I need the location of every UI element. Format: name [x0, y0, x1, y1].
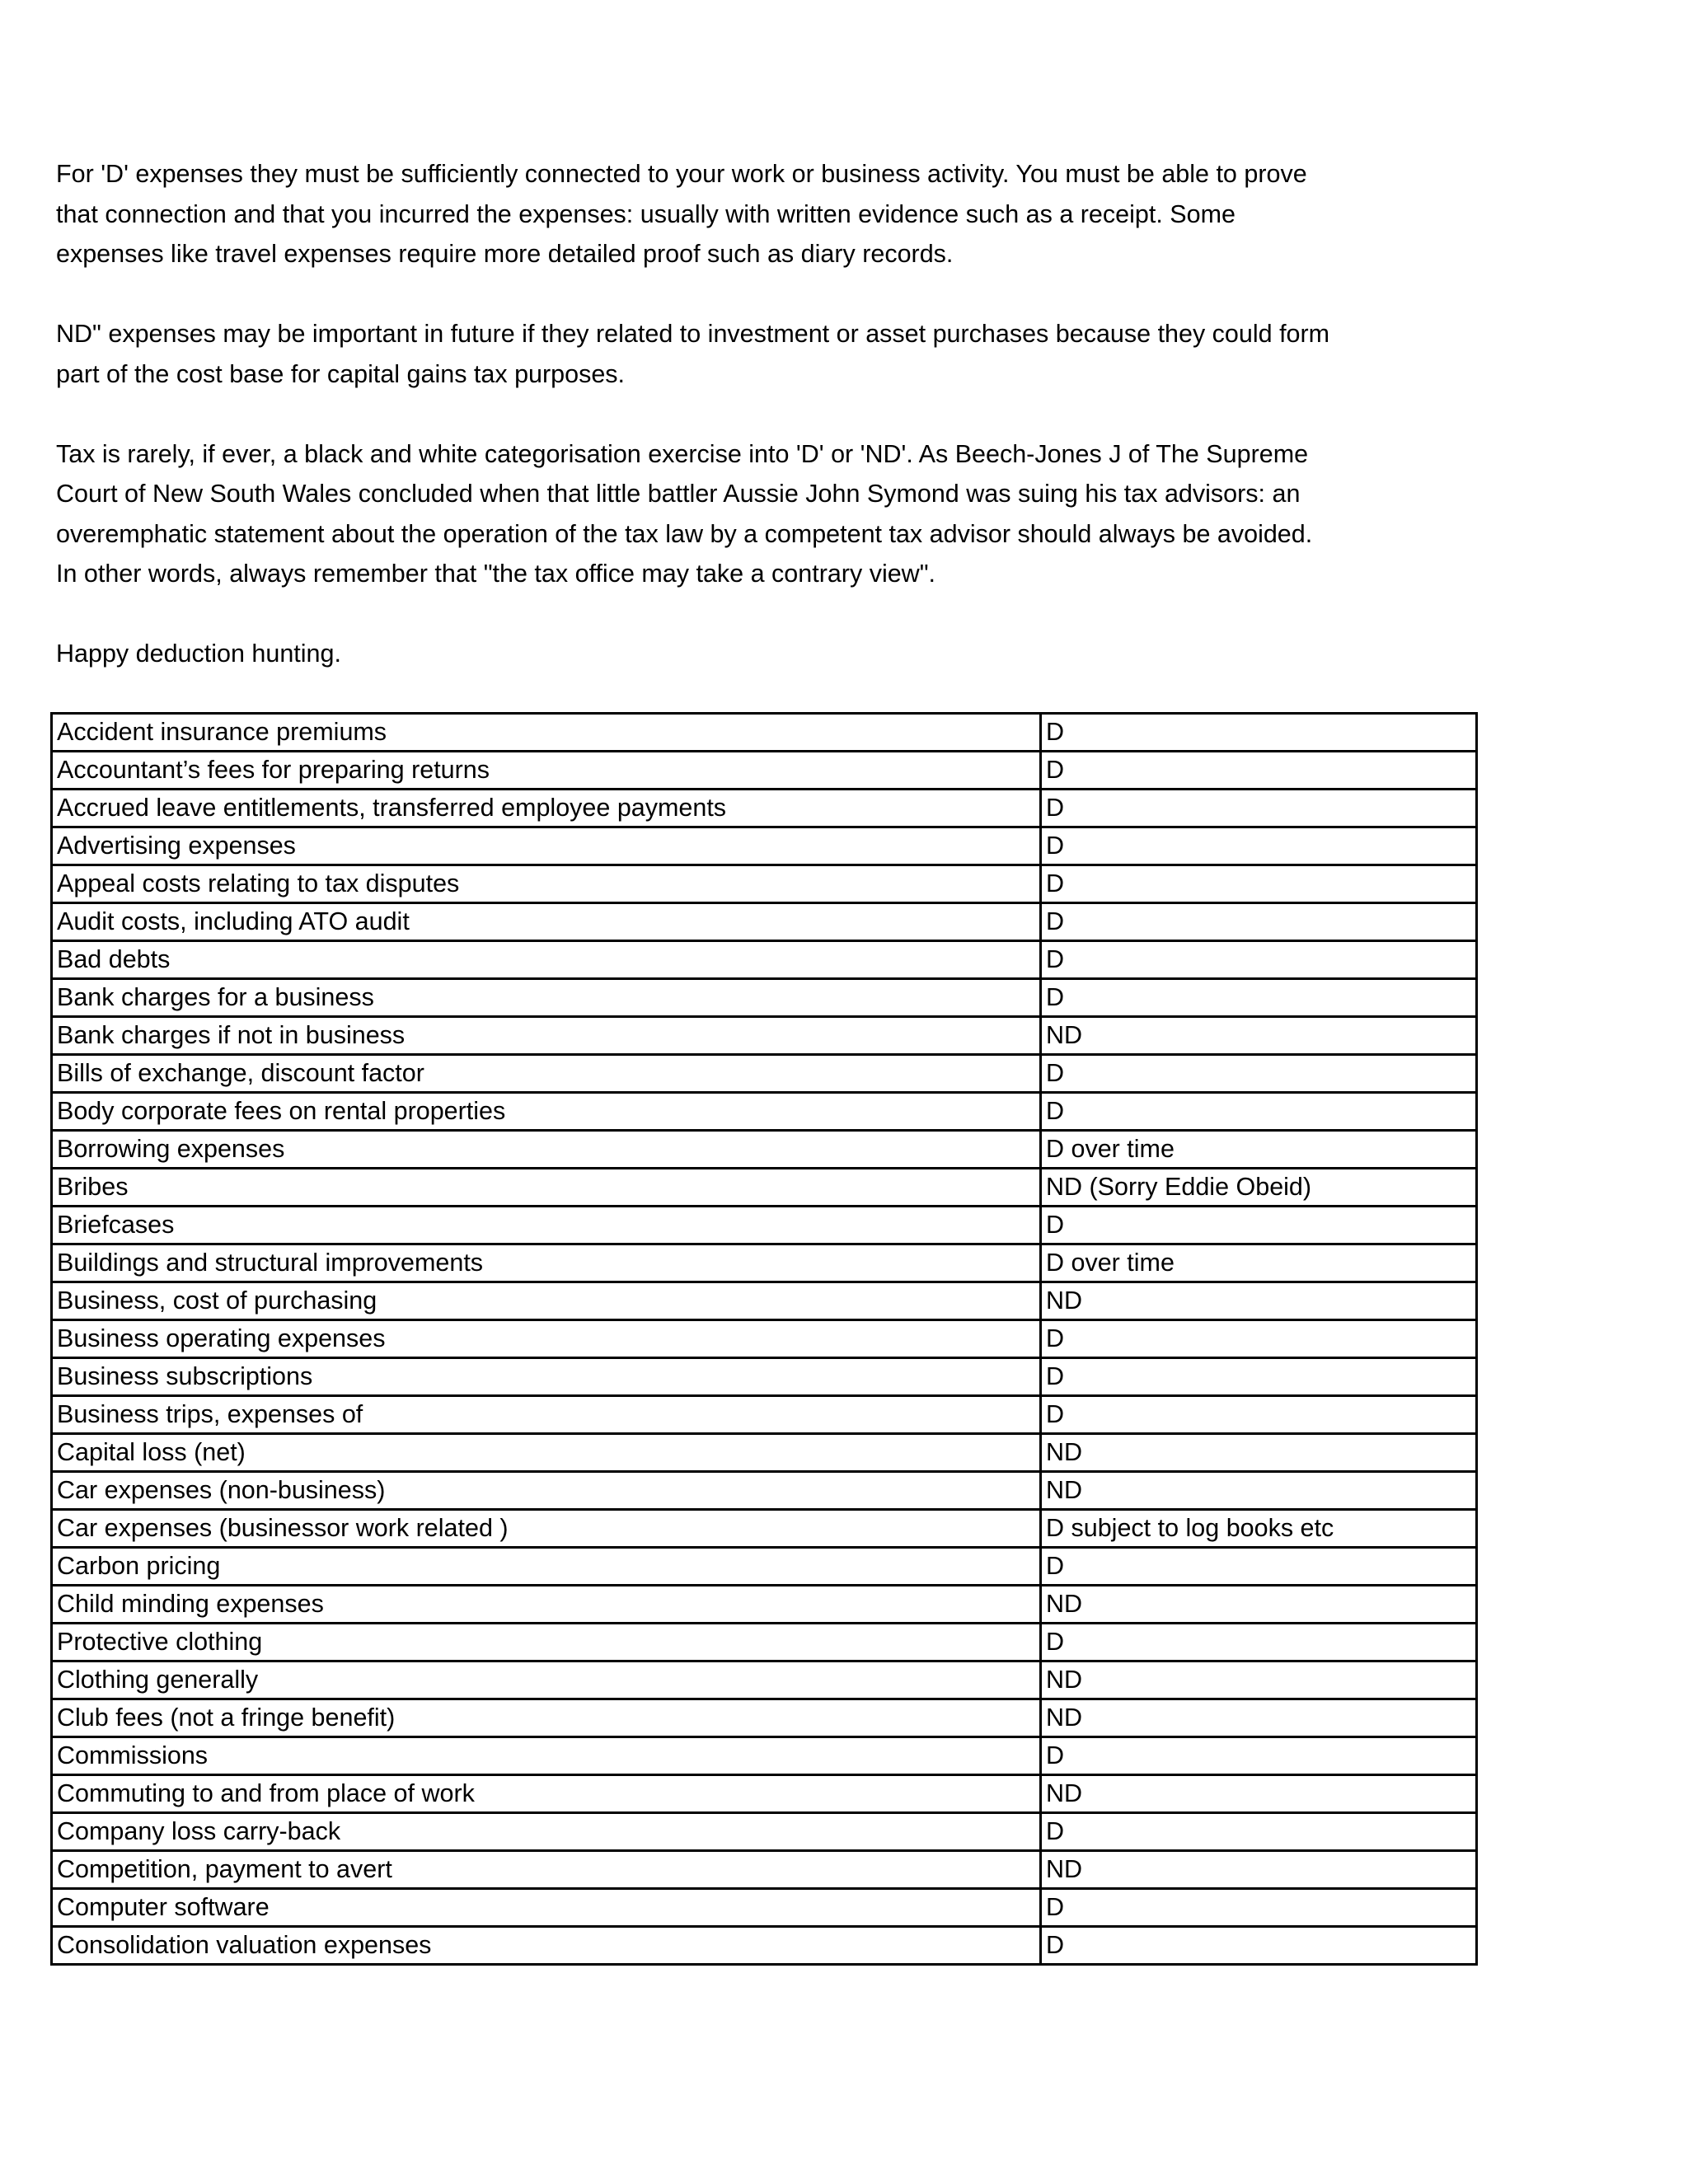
deductibility-cell: ND: [1041, 1851, 1477, 1889]
expense-item-cell: Business trips, expenses of: [52, 1396, 1041, 1434]
deductibility-cell: D: [1041, 1927, 1477, 1965]
table-row: [52, 1889, 1477, 1927]
deductibility-cell: D over time: [1041, 1244, 1477, 1282]
expense-item-cell: Bank charges for a business: [52, 979, 1041, 1017]
deductibility-cell: D: [1041, 1358, 1477, 1396]
expense-item-cell: Company loss carry-back: [52, 1813, 1041, 1851]
deductibility-cell: D subject to log books etc: [1041, 1510, 1477, 1548]
text-line: that connection and that you incurred the expenses: usually with written evidence such as a receipt. Some: [56, 199, 1236, 228]
table-row: [52, 1737, 1477, 1775]
expense-item-cell: Bribes: [52, 1169, 1041, 1207]
text-line: For 'D' expenses they must be sufficiently connected to your work or business activity. You must be able to prove: [56, 160, 1307, 188]
table-row: [52, 1434, 1477, 1472]
expense-item-cell: Business subscriptions: [52, 1358, 1041, 1396]
table-row: [52, 1358, 1477, 1396]
expense-item-cell: Briefcases: [52, 1207, 1041, 1244]
text-line: part of the cost base for capital gains tax purposes.: [56, 359, 626, 388]
table-row: [52, 1131, 1477, 1169]
paragraph-nd-expenses: [56, 314, 1375, 394]
table-row: [52, 1699, 1477, 1737]
expense-item-cell: Accrued leave entitlements, transferred employee payments: [52, 790, 1041, 827]
deductibility-cell: ND (Sorry Eddie Obeid): [1041, 1169, 1477, 1207]
deductibility-cell: D: [1041, 1207, 1477, 1244]
expense-item-cell: Body corporate fees on rental properties: [52, 1093, 1041, 1131]
table-row: [52, 1093, 1477, 1131]
expenses-table-body: [52, 714, 1477, 1965]
text-line: Court of New South Wales concluded when that little battler Aussie John Symond was suing his tax advisors: an: [56, 480, 1301, 508]
expense-item-cell: Borrowing expenses: [52, 1131, 1041, 1169]
expense-item-cell: Child minding expenses: [52, 1586, 1041, 1624]
table-row: [52, 1927, 1477, 1965]
table-row: [52, 1510, 1477, 1548]
expense-item-cell: Commissions: [52, 1737, 1041, 1775]
deductibility-cell: D: [1041, 827, 1477, 865]
intro-text: [56, 154, 1375, 714]
text-line: overemphatic statement about the operation of the tax law by a competent tax advisor should always be avoided.: [56, 519, 1313, 548]
deductibility-cell: ND: [1041, 1586, 1477, 1624]
deductibility-cell: D: [1041, 941, 1477, 979]
table-row: [52, 1661, 1477, 1699]
deductibility-cell: ND: [1041, 1699, 1477, 1737]
expense-item-cell: Computer software: [52, 1889, 1041, 1927]
deductibility-cell: D: [1041, 865, 1477, 903]
text-line: Tax is rarely, if ever, a black and white categorisation exercise into 'D' or 'ND'. As Beech-Jones J of The Supreme: [56, 439, 1309, 468]
expense-item-cell: Bills of exchange, discount factor: [52, 1055, 1041, 1093]
paragraph-closing: [56, 634, 1375, 674]
deductibility-cell: ND: [1041, 1472, 1477, 1510]
deductibility-cell: D: [1041, 1320, 1477, 1358]
table-row: [52, 827, 1477, 865]
deductibility-cell: ND: [1041, 1282, 1477, 1320]
text-line: expenses like travel expenses require more detailed proof such as diary records.: [56, 240, 954, 268]
expense-item-cell: Capital loss (net): [52, 1434, 1041, 1472]
expenses-table: [50, 712, 1478, 1966]
deductibility-cell: D: [1041, 714, 1477, 752]
expense-item-cell: Bad debts: [52, 941, 1041, 979]
expense-item-cell: Advertising expenses: [52, 827, 1041, 865]
table-row: [52, 714, 1477, 752]
table-row: [52, 1282, 1477, 1320]
expense-item-cell: Consolidation valuation expenses: [52, 1927, 1041, 1965]
paragraph-d-expenses: [56, 154, 1375, 274]
table-row: [52, 865, 1477, 903]
table-row: [52, 1586, 1477, 1624]
deductibility-cell: D: [1041, 1093, 1477, 1131]
text-line: Happy deduction hunting.: [56, 640, 341, 668]
expense-item-cell: Accident insurance premiums: [52, 714, 1041, 752]
table-row: [52, 1320, 1477, 1358]
paragraph-tax-categorisation: [56, 434, 1375, 594]
deductibility-cell: D: [1041, 1548, 1477, 1586]
expense-item-cell: Appeal costs relating to tax disputes: [52, 865, 1041, 903]
expense-item-cell: Commuting to and from place of work: [52, 1775, 1041, 1813]
expense-item-cell: Bank charges if not in business: [52, 1017, 1041, 1055]
deductibility-cell: D: [1041, 903, 1477, 941]
expense-item-cell: Competition, payment to avert: [52, 1851, 1041, 1889]
expense-item-cell: Protective clothing: [52, 1624, 1041, 1661]
expense-item-cell: Audit costs, including ATO audit: [52, 903, 1041, 941]
table-row: [52, 1472, 1477, 1510]
table-row: [52, 903, 1477, 941]
table-row: [52, 1017, 1477, 1055]
expense-item-cell: Accountant’s fees for preparing returns: [52, 752, 1041, 790]
table-row: [52, 1813, 1477, 1851]
table-row: [52, 1207, 1477, 1244]
table-row: [52, 752, 1477, 790]
table-row: [52, 979, 1477, 1017]
deductibility-cell: D: [1041, 1889, 1477, 1927]
expense-item-cell: Business operating expenses: [52, 1320, 1041, 1358]
table-row: [52, 1055, 1477, 1093]
deductibility-cell: D: [1041, 1396, 1477, 1434]
deductibility-cell: D: [1041, 1055, 1477, 1093]
table-row: [52, 1396, 1477, 1434]
table-row: [52, 1624, 1477, 1661]
deductibility-cell: D: [1041, 1624, 1477, 1661]
table-row: [52, 790, 1477, 827]
text-line: ND" expenses may be important in future if they related to investment or asset purchases because they could form: [56, 320, 1330, 348]
table-row: [52, 1244, 1477, 1282]
deductibility-cell: D: [1041, 752, 1477, 790]
deductibility-cell: D: [1041, 790, 1477, 827]
expense-item-cell: Clothing generally: [52, 1661, 1041, 1699]
deductibility-cell: D: [1041, 979, 1477, 1017]
table-row: [52, 941, 1477, 979]
deductibility-cell: ND: [1041, 1775, 1477, 1813]
deductibility-cell: ND: [1041, 1661, 1477, 1699]
expense-item-cell: Business, cost of purchasing: [52, 1282, 1041, 1320]
expense-item-cell: Club fees (not a fringe benefit): [52, 1699, 1041, 1737]
deductibility-cell: D: [1041, 1813, 1477, 1851]
deductibility-cell: D over time: [1041, 1131, 1477, 1169]
deductibility-cell: D: [1041, 1737, 1477, 1775]
table-row: [52, 1851, 1477, 1889]
table-row: [52, 1169, 1477, 1207]
expense-item-cell: Carbon pricing: [52, 1548, 1041, 1586]
text-line: In other words, always remember that "the tax office may take a contrary view".: [56, 560, 936, 588]
expense-item-cell: Car expenses (non-business): [52, 1472, 1041, 1510]
table-row: [52, 1548, 1477, 1586]
deductibility-cell: ND: [1041, 1434, 1477, 1472]
expense-item-cell: Car expenses (businessor work related ): [52, 1510, 1041, 1548]
table-row: [52, 1775, 1477, 1813]
expense-item-cell: Buildings and structural improvements: [52, 1244, 1041, 1282]
deductibility-cell: ND: [1041, 1017, 1477, 1055]
